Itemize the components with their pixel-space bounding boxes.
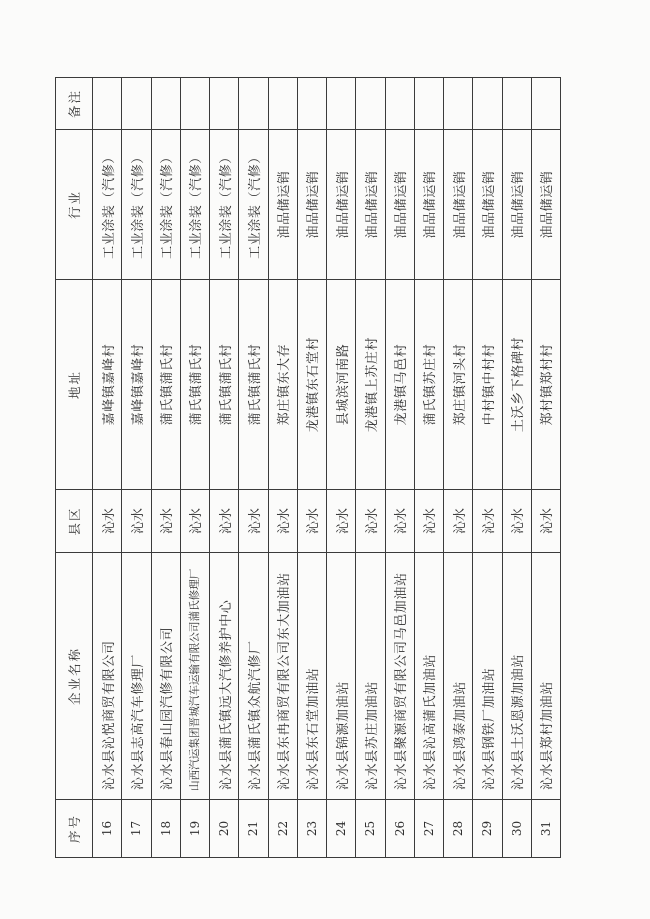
district: 沁水 (414, 490, 443, 553)
row-index: 25 (356, 800, 385, 858)
company-name: 沁水县钢铁厂加油站 (473, 553, 502, 800)
industry: 油品储运销 (356, 130, 385, 280)
header-row (56, 78, 93, 858)
row-index: 28 (444, 800, 473, 858)
remark (414, 78, 443, 130)
industry: 油品储运销 (268, 130, 297, 280)
district: 沁水 (210, 490, 239, 553)
remark (356, 78, 385, 130)
remark (385, 78, 414, 130)
row-index: 30 (502, 800, 531, 858)
company-name: 沁水县聚源商贸有限公司马邑加油站 (385, 553, 414, 800)
row-index: 24 (327, 800, 356, 858)
address: 嘉峰镇嘉峰村 (93, 280, 122, 490)
industry: 油品储运销 (531, 130, 560, 280)
table-row (444, 78, 473, 858)
district: 沁水 (327, 490, 356, 553)
address: 蒲氏镇蒲氏村 (151, 280, 180, 490)
row-index: 29 (473, 800, 502, 858)
industry: 工业涂装（汽修） (239, 130, 268, 280)
industry: 工业涂装（汽修） (93, 130, 122, 280)
table-row (122, 78, 151, 858)
row-index: 18 (151, 800, 180, 858)
company-name: 沁水县锦源加油站 (327, 553, 356, 800)
industry: 油品储运销 (385, 130, 414, 280)
address: 蒲氏镇蒲氏村 (180, 280, 209, 490)
remark (268, 78, 297, 130)
remark (444, 78, 473, 130)
address: 龙港镇马邑村 (385, 280, 414, 490)
remark (502, 78, 531, 130)
industry: 油品储运销 (502, 130, 531, 280)
remark (327, 78, 356, 130)
table-row (297, 78, 326, 858)
row-index: 22 (268, 800, 297, 858)
address: 中村镇中村村 (473, 280, 502, 490)
row-index: 26 (385, 800, 414, 858)
table-row (180, 78, 209, 858)
row-index: 17 (122, 800, 151, 858)
company-name: 沁水县鸿泰加油站 (444, 553, 473, 800)
industry: 油品储运销 (473, 130, 502, 280)
address: 龙港镇东石堂村 (297, 280, 326, 490)
header-index: 序号 (56, 800, 93, 858)
industry: 工业涂装（汽修） (151, 130, 180, 280)
district: 沁水 (239, 490, 268, 553)
table-row (268, 78, 297, 858)
industry: 油品储运销 (444, 130, 473, 280)
header-name: 企业名称 (56, 553, 93, 800)
row-index: 16 (93, 800, 122, 858)
address: 龙港镇上苏庄村 (356, 280, 385, 490)
company-name: 沁水县沁高蒲氏加油站 (414, 553, 443, 800)
table-row (327, 78, 356, 858)
company-name: 沁水县郑村加油站 (531, 553, 560, 800)
industry: 油品储运销 (297, 130, 326, 280)
company-name: 山西汽运集团晋城汽车运输有限公司蒲氏修理厂 (180, 553, 209, 800)
table-row (356, 78, 385, 858)
address: 郑村镇郑村村 (531, 280, 560, 490)
header-address: 地址 (56, 280, 93, 490)
industry: 油品储运销 (414, 130, 443, 280)
company-name: 沁水县春山园汽修有限公司 (151, 553, 180, 800)
district: 沁水 (356, 490, 385, 553)
district: 沁水 (151, 490, 180, 553)
company-name: 沁水县沁悦商贸有限公司 (93, 553, 122, 800)
remark (473, 78, 502, 130)
table-row (473, 78, 502, 858)
row-index: 21 (239, 800, 268, 858)
table-row (151, 78, 180, 858)
company-name: 沁水县蒲氏镇远大汽修养护中心 (210, 553, 239, 800)
enterprise-table (55, 77, 561, 858)
remark (151, 78, 180, 130)
address: 郑庄镇河头村 (444, 280, 473, 490)
row-index: 19 (180, 800, 209, 858)
header-remark: 备注 (56, 78, 93, 130)
address: 蒲氏镇蒲氏村 (210, 280, 239, 490)
industry: 工业涂装（汽修） (210, 130, 239, 280)
address: 郑庄镇东大存 (268, 280, 297, 490)
address: 县城滨河南路 (327, 280, 356, 490)
industry: 工业涂装（汽修） (122, 130, 151, 280)
row-index: 27 (414, 800, 443, 858)
district: 沁水 (444, 490, 473, 553)
remark (239, 78, 268, 130)
remark (122, 78, 151, 130)
table-row (93, 78, 122, 858)
address: 嘉峰镇嘉峰村 (122, 280, 151, 490)
table-row (385, 78, 414, 858)
address: 土沃乡下格碑村 (502, 280, 531, 490)
district: 沁水 (297, 490, 326, 553)
district: 沁水 (502, 490, 531, 553)
district: 沁水 (385, 490, 414, 553)
company-name: 沁水县苏庄加油站 (356, 553, 385, 800)
district: 沁水 (473, 490, 502, 553)
industry: 油品储运销 (327, 130, 356, 280)
remark (93, 78, 122, 130)
remark (531, 78, 560, 130)
table-row (210, 78, 239, 858)
company-name: 沁水县土沃恩源加油站 (502, 553, 531, 800)
company-name: 沁水县志高汽车修理厂 (122, 553, 151, 800)
district: 沁水 (180, 490, 209, 553)
address: 蒲氏镇蒲氏村 (239, 280, 268, 490)
table-row (502, 78, 531, 858)
company-name: 沁水县东石堂加油站 (297, 553, 326, 800)
row-index: 31 (531, 800, 560, 858)
district: 沁水 (531, 490, 560, 553)
header-district: 县区 (56, 490, 93, 553)
row-index: 20 (210, 800, 239, 858)
company-name: 沁水县东冉商贸有限公司东大加油站 (268, 553, 297, 800)
district: 沁水 (268, 490, 297, 553)
remark (180, 78, 209, 130)
table-row (239, 78, 268, 858)
district: 沁水 (122, 490, 151, 553)
district: 沁水 (93, 490, 122, 553)
company-name: 沁水县蒲氏镇众航汽修厂 (239, 553, 268, 800)
remark (210, 78, 239, 130)
industry: 工业涂装（汽修） (180, 130, 209, 280)
rotated-table-wrapper (55, 78, 560, 858)
table-row (414, 78, 443, 858)
row-index: 23 (297, 800, 326, 858)
remark (297, 78, 326, 130)
address: 蒲氏镇苏庄村 (414, 280, 443, 490)
header-industry: 行业 (56, 130, 93, 280)
table-row (531, 78, 560, 858)
